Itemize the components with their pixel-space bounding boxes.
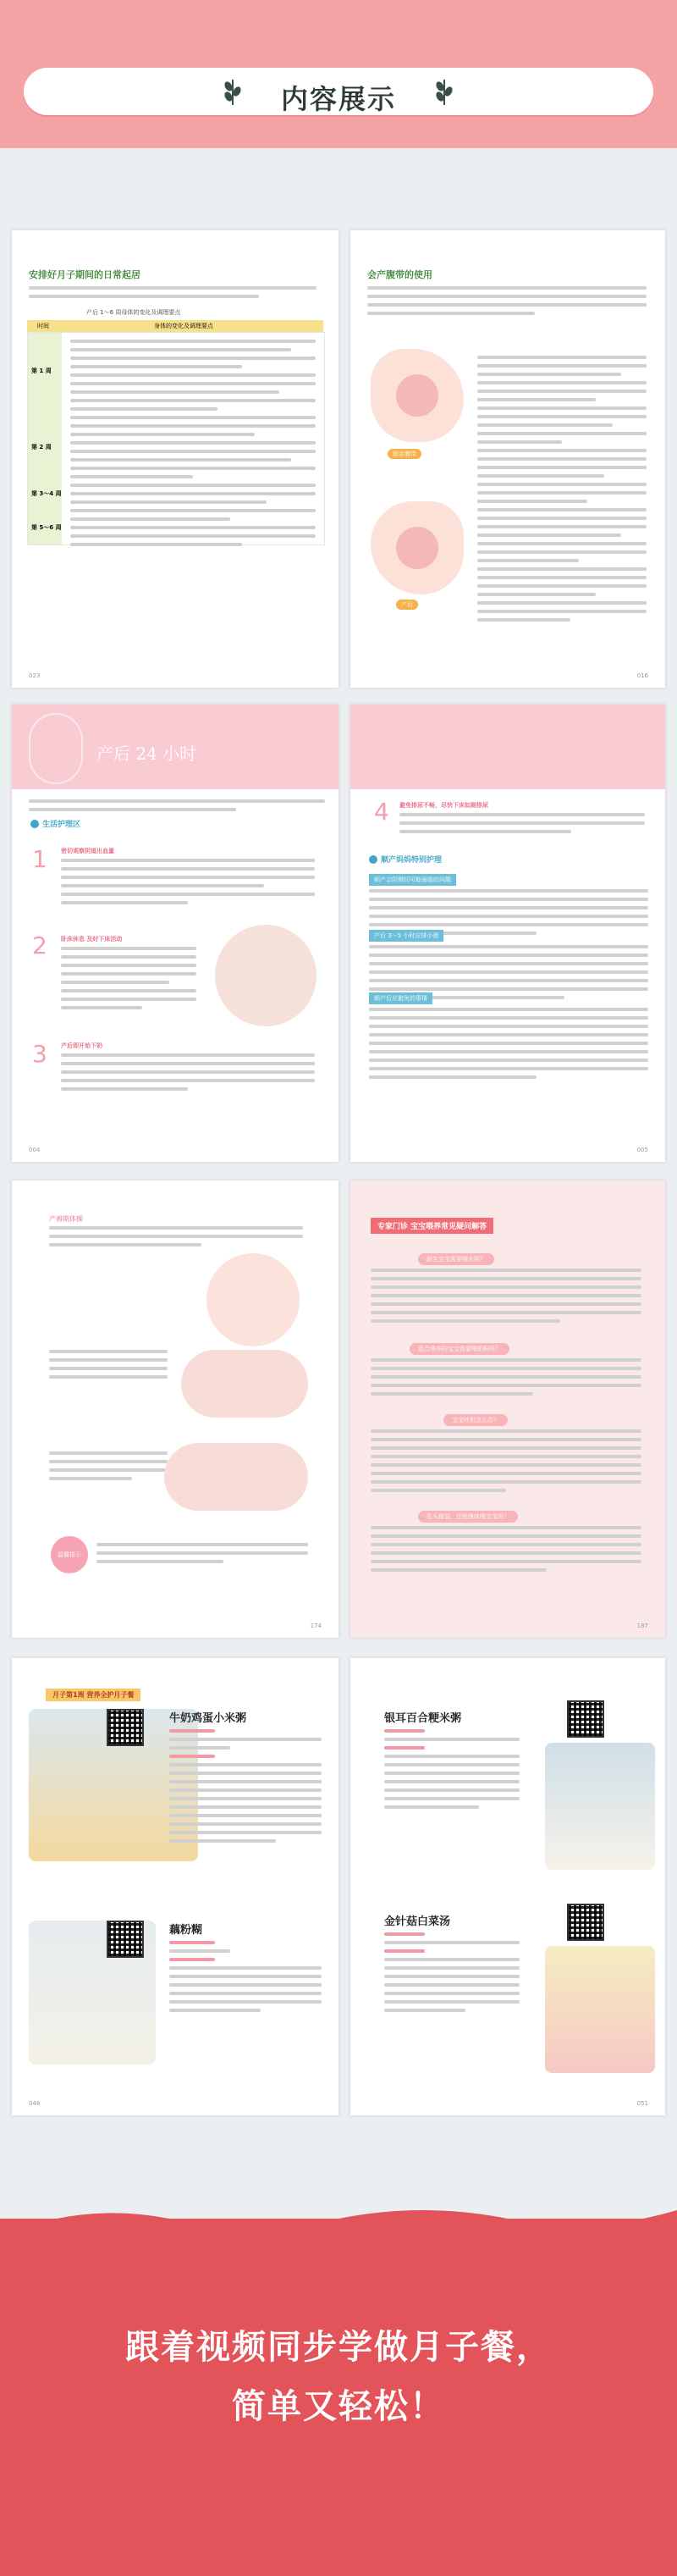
section-label: 产褥期体操 <box>49 1215 83 1223</box>
exercise-illustration <box>206 1253 300 1346</box>
section-heading: 生活护理区 <box>42 821 81 829</box>
woman-illustration <box>215 925 316 1026</box>
list-item-title: 产后即开始下奶 <box>61 1042 102 1049</box>
recipe-title: 藕粉糊 <box>169 1924 203 1937</box>
recipe-title: 牛奶鸡蛋小米粥 <box>169 1712 247 1725</box>
footer-line-2: 简单又轻松！ <box>232 2387 445 2426</box>
recipe-title: 银耳百合粳米粥 <box>384 1712 462 1725</box>
book-page-5 <box>12 1180 338 1638</box>
qa-title: 专家门诊 宝宝喂养常见疑问解答 <box>371 1218 493 1234</box>
table-row-label: 第 3～4 周 <box>31 490 62 497</box>
book-page-3: 产后 24 小时 生活护理区 1 密切观察阴道出血量 2 卧床休息 及时下床活动 3 产后即开始下奶 004 <box>12 705 338 1162</box>
question: 混合喂养的宝宝需要喂奶粉吗？ <box>410 1343 509 1355</box>
page-number: 023 <box>29 672 41 679</box>
exercise-illustration <box>181 1350 308 1418</box>
page-heading: 安排好月子期间的日常起居 <box>29 269 140 280</box>
book-page-1 <box>12 230 338 688</box>
list-item-title: 避免排尿不畅，尽快下床如厕排尿 <box>399 802 488 809</box>
sub-heading: 顺产后应避免的事情 <box>369 992 432 1004</box>
book-page-7 <box>12 1658 338 2115</box>
question: 乳头皲裂，还能继续喂宝宝吗？ <box>418 1511 518 1523</box>
list-item-title: 卧床休息 及时下床活动 <box>61 936 123 943</box>
list-number: 4 <box>374 798 389 826</box>
body-text <box>477 356 647 627</box>
table-row-label: 第 5～6 周 <box>31 524 62 531</box>
food-photo <box>545 1946 655 2073</box>
table-row-label: 第 2 周 <box>31 444 52 451</box>
qr-code[interactable] <box>567 1904 604 1941</box>
book-page-8 <box>350 1658 665 2115</box>
table-col-changes: 身体的变化及调理要点 <box>154 323 213 329</box>
footer-line-1: 跟着视频同步学做月子餐， <box>125 2328 552 2367</box>
sub-heading: 产后 3～5 小时应排小便 <box>369 930 443 942</box>
table-col-time: 时间 <box>37 323 49 329</box>
belly-illustration <box>371 349 464 442</box>
table-header <box>27 320 323 332</box>
label-badge: 产后 <box>396 600 418 610</box>
sub-heading: 顺产会阴侧切可能面临的问题 <box>369 874 456 886</box>
list-item-title: 密切观察阴道出血量 <box>61 848 114 854</box>
label-badge: 固定腹带 <box>388 449 421 459</box>
section-heading: 顺产妈妈特别护理 <box>381 856 443 865</box>
qr-code[interactable] <box>567 1700 604 1738</box>
exercise-illustration <box>164 1443 308 1511</box>
book-page-2 <box>350 230 665 688</box>
food-photo <box>545 1743 655 1870</box>
recipe-category: 月子第1周 营养全护月子餐 <box>46 1689 140 1701</box>
qr-code[interactable] <box>107 1921 144 1958</box>
recipe-title: 金针菇白菜汤 <box>384 1915 451 1928</box>
page-heading: 会产腹带的使用 <box>367 269 432 280</box>
body-text <box>29 286 316 303</box>
page-number: 051 <box>636 2100 648 2107</box>
page-number: 174 <box>310 1622 322 1629</box>
intro-text <box>29 799 325 816</box>
question: 宝宝吐奶怎么办？ <box>443 1414 508 1426</box>
book-page-6 <box>350 1180 665 1638</box>
tip-badge: 温馨提示 <box>51 1536 88 1573</box>
chapter-title: 产后 24 小时 <box>96 744 197 764</box>
book-page-4 <box>350 705 665 1162</box>
pink-banner <box>350 705 665 789</box>
page-number: 187 <box>636 1622 648 1629</box>
table-body <box>27 332 325 545</box>
qr-code[interactable] <box>107 1709 144 1746</box>
page-number: 016 <box>636 672 648 679</box>
page-title: 内容展示 <box>280 83 396 115</box>
table-title: 产后 1～6 周母体的变化及调理要点 <box>86 309 181 316</box>
wave-decoration <box>0 2202 677 2236</box>
table-row-label: 第 1 周 <box>31 368 52 374</box>
belly-illustration <box>371 501 464 594</box>
question: 新生宝宝需要喂水吗？ <box>418 1253 494 1265</box>
page-number: 005 <box>636 1147 648 1153</box>
page-number: 048 <box>29 2100 41 2107</box>
body-text <box>367 286 647 320</box>
page-number: 004 <box>29 1147 41 1153</box>
